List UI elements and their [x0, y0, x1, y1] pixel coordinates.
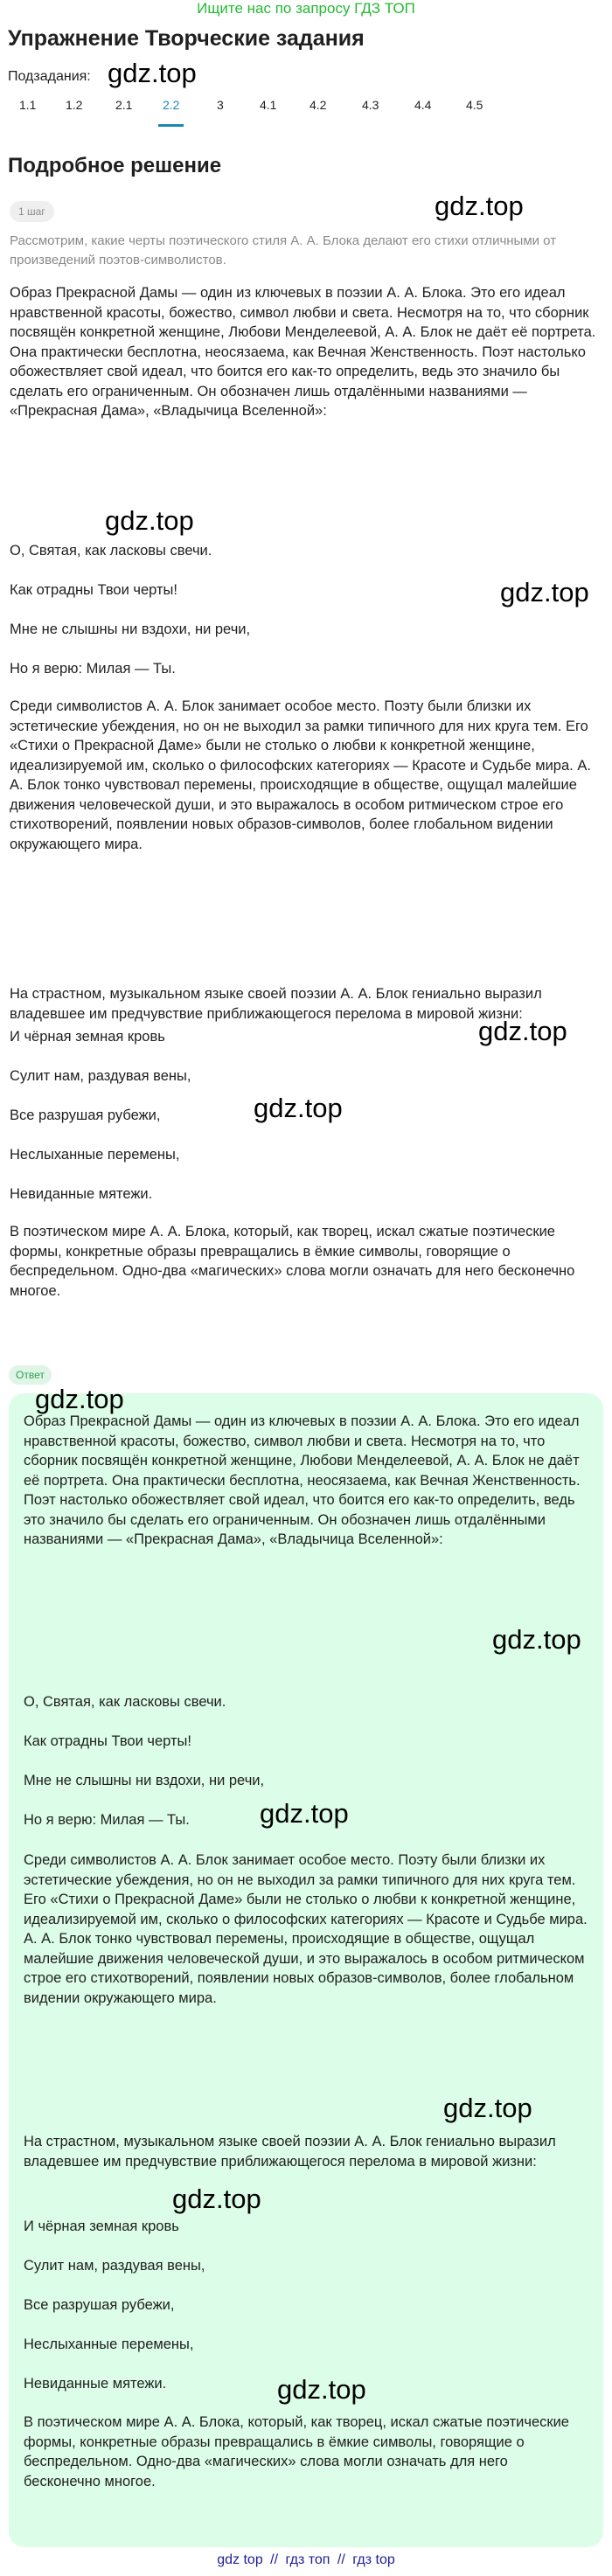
footer: [0, 2552, 612, 2568]
answer-verse-line: Но я верю: Милая — Ты.: [24, 1812, 190, 1828]
footer-separator: //: [270, 2552, 279, 2567]
answer-verse-line: Неслыханные перемены,: [24, 2336, 194, 2352]
subtask-tab[interactable]: 4.2: [309, 98, 327, 112]
subtask-tab[interactable]: 4.1: [260, 98, 277, 112]
footer-link[interactable]: гдз топ: [285, 2552, 330, 2567]
watermark: gdz.top: [108, 58, 197, 88]
step-description: Рассмотрим, какие черты поэтического стиля А. А. Блока делают его стихи отличными от произведений поэтов-символистов.: [10, 233, 557, 267]
answer-paragraph: В поэтическом мире А. А. Блока, который, как творец, искал сжатые поэтические формы, конкретные образы превращались в ёмкие символы, говорящие о беспредельном. Одно-два «магических» слова могли означать для него бесконечно многое.: [24, 2414, 569, 2489]
verse-line: Все разрушая рубежи,: [10, 1107, 161, 1123]
subtask-tab[interactable]: 1.1: [19, 98, 37, 112]
watermark: gdz.top: [172, 2184, 261, 2214]
subtask-tab[interactable]: 4.4: [414, 98, 432, 112]
verse-line: И чёрная земная кровь: [10, 1029, 165, 1045]
watermark: gdz.top: [492, 1624, 581, 1655]
answer-verse-line: Мне не слышны ни вздохи, ни речи,: [24, 1773, 265, 1788]
footer-separator: //: [337, 2552, 345, 2567]
subtasks-label: Подзадания:: [8, 69, 91, 84]
answer-verse-line: Сулит нам, раздувая вены,: [24, 2258, 205, 2274]
watermark: gdz.top: [260, 1798, 349, 1829]
subtask-tab[interactable]: 4.5: [466, 98, 483, 112]
subtask-tab[interactable]: 1.2: [66, 98, 83, 112]
verse-line: Но я верю: Милая — Ты.: [10, 661, 176, 677]
solution-paragraph: Образ Прекрасной Дамы — один из ключевых в поэзии А. А. Блока. Это его идеал нравственной красоты, божество, символ любви и света. Несмотря на то, что сборник посвящён конкретной женщине, Любови Менделеевой, А. А. Блок не даёт её портрета. Она практически бесплотна, неосязаема, как Вечная Женственность. Поэт настолько обожествляет свой идеал, что боится его как-то определить, ведь это значило бы сделать его ограниченным. Он обозначен лишь отдалёнными названиями — «Прекрасная Дама», «Владычица Вселенной»:: [10, 285, 596, 419]
answer-paragraph: Среди символистов А. А. Блок занимает особое место. Поэту были близки их эстетические убеждения, но он не выходил за рамки типичного для них круга тем. Его «Стихи о Прекрасной Даме» были не столько о любви к конкретной женщине, идеализируемой им, сколько о философских категориях — Красоте и Судьбе мира. А. А. Блок тонко чувствовал перемены, происходящие в обществе, ощущал малейшие движения человеческой души, и это выражалось в особом ритмическом строе его стихотворений, появлении новых образов-символов, более глобальном видении окружающего мира.: [24, 1852, 588, 2006]
watermark: gdz.top: [254, 1093, 343, 1123]
watermark: gdz.top: [500, 577, 589, 608]
solution-paragraph: На страстном, музыкальном языке своей поэзии А. А. Блок гениально выразил владевшее им предчувствие приближающегося перелома в мировой жизни:: [10, 986, 542, 1022]
solution-paragraph: Среди символистов А. А. Блок занимает особое место. Поэту были близки их эстетические убеждения, но он не выходил за рамки типичного для них круга тем. Его «Стихи о Прекрасной Даме» были не столько о любви к конкретной женщине, идеализируемой им, сколько о философских категориях — Красоте и Судьбе мира. А. А. Блок тонко чувствовал перемены, происходящие в обществе, ощущал малейшие движения человеческой души, и это выражалось в особом ритмическом строе его стихотворений, появлении новых образов-символов, более глобальном видении окружающего мира.: [10, 698, 591, 852]
watermark: gdz.top: [478, 1016, 567, 1046]
verse-line: Неслыханные перемены,: [10, 1147, 180, 1163]
solution-paragraph: В поэтическом мире А. А. Блока, который, как творец, искал сжатые поэтические формы, конкретные образы превращались в ёмкие символы, говорящие о беспредельном. Одно-два «магических» слова могли означать для него бесконечно многое.: [10, 1224, 575, 1299]
answer-verse-line: И чёрная земная кровь: [24, 2218, 179, 2234]
watermark: gdz.top: [435, 191, 524, 221]
watermark: gdz.top: [277, 2374, 366, 2405]
footer-link[interactable]: гдз top: [352, 2552, 395, 2567]
answer-badge: Ответ: [9, 1365, 52, 1385]
answer-verse-line: О, Святая, как ласковы свечи.: [24, 1694, 226, 1710]
subtask-tab-active[interactable]: 2.2: [158, 94, 184, 127]
step-badge: 1 шаг: [10, 201, 54, 222]
subtask-tabs: [8, 94, 497, 124]
answer-paragraph: На страстном, музыкальном языке своей поэзии А. А. Блок гениально выразил владевшее им предчувствие приближающегося перелома в мировой жизни:: [24, 2134, 556, 2170]
subtask-tab[interactable]: 3: [217, 98, 224, 112]
watermark: gdz.top: [35, 1384, 124, 1414]
answer-verse-line: Как отрадны Твои черты!: [24, 1733, 191, 1749]
answer-verse-line: Все разрушая рубежи,: [24, 2297, 175, 2313]
footer-link[interactable]: gdz top: [217, 2552, 263, 2567]
subtask-tab[interactable]: 4.3: [362, 98, 379, 112]
verse-line: Мне не слышны ни вздохи, ни речи,: [10, 621, 251, 637]
watermark: gdz.top: [105, 505, 194, 536]
verse-line: Невиданные мятежи.: [10, 1186, 153, 1202]
verse-line: О, Святая, как ласковы свечи.: [10, 543, 212, 559]
page-title: Упражнение Творческие задания: [8, 26, 365, 51]
verse-line: Как отрадны Твои черты!: [10, 582, 177, 598]
verse-line: Сулит нам, раздувая вены,: [10, 1068, 191, 1084]
answer-verse-line: Невиданные мятежи.: [24, 2376, 167, 2392]
answer-paragraph: Образ Прекрасной Дамы — один из ключевых в поэзии А. А. Блока. Это его идеал нравственной красоты, божество, символ любви и света. Несмотря на то, что сборник посвящён конкретной женщине, Любови Менделеевой, А. А. Блок не даёт её портрета. Она практически бесплотна, неосязаема, как Вечная Женственность. Поэт настолько обожествляет свой идеал, что боится его как-то определить, ведь это значило бы сделать его ограниченным. Он обозначен лишь отдалёнными названиями — «Прекрасная Дама», «Владычица Вселенной»:: [24, 1413, 581, 1547]
subtask-tab[interactable]: 2.1: [115, 98, 133, 112]
solution-title: Подробное решение: [8, 154, 222, 177]
watermark: gdz.top: [443, 2093, 532, 2123]
top-banner: Ищите нас по запросу ГДЗ ТОП: [197, 0, 415, 17]
